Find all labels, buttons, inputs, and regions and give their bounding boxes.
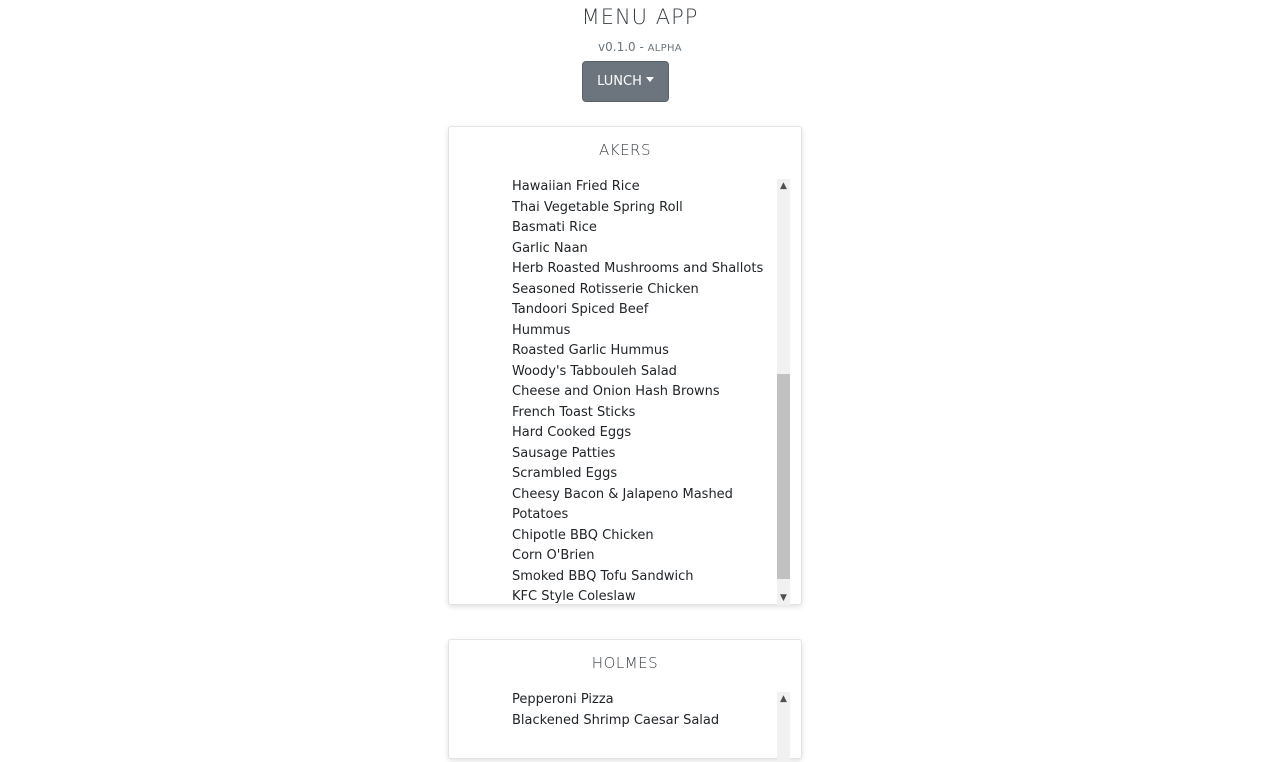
menu-item: Thai Vegetable Spring Roll [512, 199, 683, 215]
scroll-down-icon[interactable]: ▼ [780, 593, 787, 603]
menu-item: Hummus [512, 322, 571, 338]
menu-item: Garlic Naan [512, 240, 588, 256]
scroll-up-icon[interactable]: ▲ [780, 181, 787, 191]
card-title: AKERS [598, 141, 652, 159]
menu-item: Pepperoni Pizza [512, 692, 614, 707]
menu-item: Blackened Shrimp Caesar Salad [512, 712, 720, 728]
menu-item: Cheese and Onion Hash Browns [512, 384, 720, 399]
menu-item: Smoked BBQ Tofu Sandwich [512, 568, 694, 584]
scrollbar-thumb[interactable] [777, 374, 790, 579]
menu-item: Cheesy Bacon & Jalapeno Mashed Potatoes [512, 486, 733, 522]
chevron-down-icon [646, 77, 654, 82]
dining-hall-card-akers [448, 126, 802, 605]
version-number: v0.1.0 - [598, 40, 644, 54]
scrollbar[interactable] [777, 179, 790, 605]
scroll-up-icon[interactable]: ▲ [780, 694, 787, 704]
version-label [0, 40, 1280, 54]
menu-item: Hawaiian Fried Rice [512, 179, 640, 194]
menu-item: Seasoned Rotisserie Chicken [512, 281, 699, 297]
menu-item: Tandoori Spiced Beef [512, 302, 649, 317]
meal-dropdown-label: LUNCH [597, 74, 642, 89]
menu-item: French Toast Sticks [512, 404, 636, 420]
menu-item: Herb Roasted Mushrooms and Shallots [512, 261, 764, 276]
menu-item: Basmati Rice [512, 220, 597, 235]
menu-item: Corn O'Brien [512, 548, 595, 563]
release-stage: ALPHA [647, 43, 682, 54]
dining-hall-card-holmes [448, 639, 802, 759]
menu-item: Roasted Garlic Hummus [512, 343, 669, 358]
menu-item: Hard Cooked Eggs [512, 425, 632, 440]
menu-item: Scrambled Eggs [512, 466, 618, 481]
menu-item-list[interactable] [512, 177, 774, 608]
menu-item: Sausage Patties [512, 445, 616, 461]
app-title: MENU APP [581, 5, 699, 29]
meal-dropdown-button[interactable] [582, 61, 669, 102]
menu-item: KFC Style Coleslaw [512, 589, 636, 604]
menu-item: Chipotle BBQ Chicken [512, 527, 654, 543]
menu-item: Woody's Tabbouleh Salad [512, 363, 677, 379]
scrollbar[interactable] [777, 692, 790, 762]
menu-item-list[interactable] [512, 690, 774, 731]
card-title: HOLMES [591, 654, 659, 672]
